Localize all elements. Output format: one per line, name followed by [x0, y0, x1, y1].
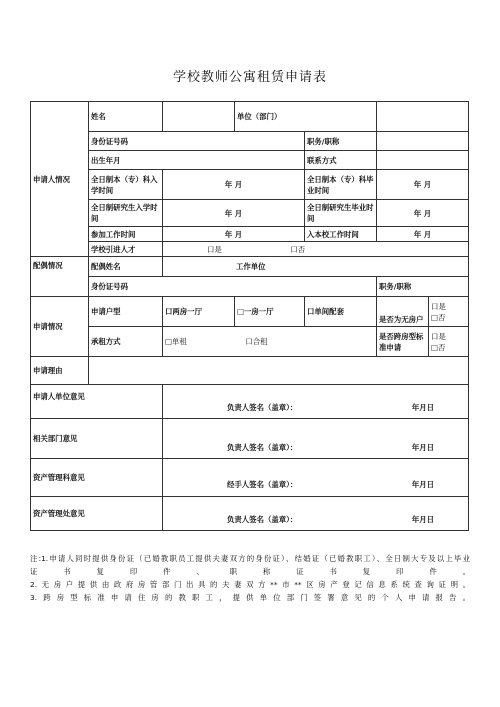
opinion-4-body: [163, 497, 469, 531]
opinion-2-label: 相关部门意见: [31, 419, 163, 459]
opinion-2-signer: 负责人签名（盖章）：: [227, 443, 298, 452]
cross-yes-checkbox[interactable]: 口是: [431, 331, 446, 341]
no-house-yes-checkbox[interactable]: 口是: [431, 301, 446, 311]
rent-shared-checkbox[interactable]: 口合租: [245, 337, 268, 346]
opinion-2-body: [163, 419, 469, 459]
type-label: 申请户型: [89, 297, 163, 327]
spouse-section-label: 配偶情况: [31, 257, 89, 297]
fulltime-enroll-label: 全日制本（专）科入学时间: [89, 170, 163, 200]
position-value[interactable]: [377, 132, 469, 151]
contact-label: 联系方式: [305, 151, 377, 170]
talent-yes-checkbox[interactable]: 口是: [207, 244, 222, 254]
opinion-4-signer: 负责人签名（盖章）：: [227, 515, 298, 524]
row-spouse-name: [31, 257, 469, 277]
row-opinion-2: [31, 419, 469, 459]
row-rent-mode: [31, 327, 469, 357]
row-work: [31, 227, 469, 242]
school-start-value[interactable]: 年 月: [377, 227, 469, 242]
fulltime-grad-label: 全日制本（专）科毕业时间: [305, 170, 377, 200]
row-opinion-3: [31, 459, 469, 497]
note-line-1: 注:1.申请人同时提供身份证（已婚教职员工提供夫妻双方的身份证）、结婚证（已婚教职工）、全日制大专及以上毕业: [30, 554, 470, 563]
spouse-unit-label: 工作单位: [236, 262, 266, 271]
application-table: [30, 101, 469, 531]
cross-standard-options: [429, 327, 469, 357]
spouse-name-label: 配偶姓名: [89, 257, 163, 277]
talent-no-checkbox[interactable]: 口否: [290, 244, 306, 254]
unit-label: 单位（部门）: [235, 102, 377, 132]
row-talent: [31, 242, 469, 257]
fulltime-grad-value[interactable]: 年 月: [377, 170, 469, 200]
id-label: 身份证号码: [89, 132, 305, 151]
work-start-value[interactable]: 年 月: [163, 227, 305, 242]
row-fulltime: [31, 170, 469, 200]
contact-value[interactable]: [377, 151, 469, 170]
work-start-label: 参加工作时间: [89, 227, 163, 242]
grad-grad-label: 全日制研究生毕业时间: [305, 200, 377, 227]
cross-standard-label: 是否跨房型标准申请: [377, 327, 429, 357]
reason-value[interactable]: [89, 357, 469, 385]
note-line-4: 3.跨房型标准申请住房的教职工，提供单位部门签署意见的个人申请报告。: [30, 593, 470, 602]
opinion-3-date: 年月日: [411, 480, 435, 489]
opinion-3-signer: 经手人签名（盖章）：: [227, 480, 298, 489]
grad-enroll-value[interactable]: 年 月: [163, 200, 305, 227]
row-applicant-id: [31, 132, 469, 151]
opinion-3-body: [163, 459, 469, 497]
row-reason: [31, 357, 469, 385]
opinion-1-body: [163, 385, 469, 419]
no-house-options: [429, 297, 469, 327]
note-line-2: 证书复印件、职称证书复印件。: [30, 567, 470, 576]
row-graduate: [31, 200, 469, 227]
reason-label: 申请理由: [31, 357, 89, 385]
opinion-3-label: 资产管理科意见: [31, 459, 163, 497]
type-single-checkbox[interactable]: 口单间配套: [305, 297, 377, 327]
grad-grad-value[interactable]: 年 月: [377, 200, 469, 227]
row-apply-type: [31, 297, 469, 327]
application-section-label: 申请情况: [31, 297, 89, 357]
opinion-1-label: 申请人单位意见: [31, 385, 163, 419]
no-house-no-checkbox[interactable]: □否: [431, 312, 446, 322]
rent-options: [163, 327, 377, 357]
no-house-label: 是否为无房户: [377, 297, 429, 327]
type-two-room-checkbox[interactable]: 口两房一厅: [163, 297, 235, 327]
form-title: 学校教师公寓租赁申请表: [172, 70, 327, 85]
notes-block: [30, 552, 470, 604]
opinion-2-date: 年月日: [411, 443, 435, 452]
opinion-1-signer: 负责人签名（盖章）：: [227, 403, 298, 412]
fulltime-enroll-value[interactable]: 年 月: [163, 170, 305, 200]
spouse-id-label: 身份证号码: [89, 277, 377, 297]
name-value[interactable]: [163, 102, 235, 132]
unit-value[interactable]: [377, 102, 469, 132]
position-label: 职务/职称: [305, 132, 377, 151]
name-label: 姓名: [89, 102, 163, 132]
cross-no-checkbox[interactable]: □否: [431, 342, 446, 352]
row-spouse-id: [31, 277, 469, 297]
opinion-4-date: 年月日: [411, 515, 435, 524]
spouse-name-unit: [163, 257, 469, 277]
opinion-1-date: 年月日: [411, 403, 435, 412]
row-applicant-birth: [31, 151, 469, 170]
row-opinion-1: [31, 385, 469, 419]
note-line-3: 2.无房户提供由政府房管部门出具的夫妻双方**市**区房产登记信息系统查询证明。: [30, 580, 470, 589]
grad-enroll-label: 全日制研究生入学时间: [89, 200, 163, 227]
talent-label: 学校引进人才: [89, 242, 163, 257]
type-one-room-checkbox[interactable]: □一房一厅: [235, 297, 305, 327]
rent-label: 承租方式: [89, 327, 163, 357]
school-start-label: 入本校工作时间: [305, 227, 377, 242]
row-opinion-4: [31, 497, 469, 531]
birth-label: 出生年月: [89, 151, 305, 170]
spouse-position-label: 职务/职称: [377, 277, 469, 297]
row-applicant-name: [31, 102, 469, 132]
applicant-section-label: 申请人情况: [31, 102, 89, 257]
opinion-4-label: 资产管理处意见: [31, 497, 163, 531]
talent-options: [163, 242, 469, 257]
rent-alone-checkbox[interactable]: □单租: [165, 337, 187, 346]
